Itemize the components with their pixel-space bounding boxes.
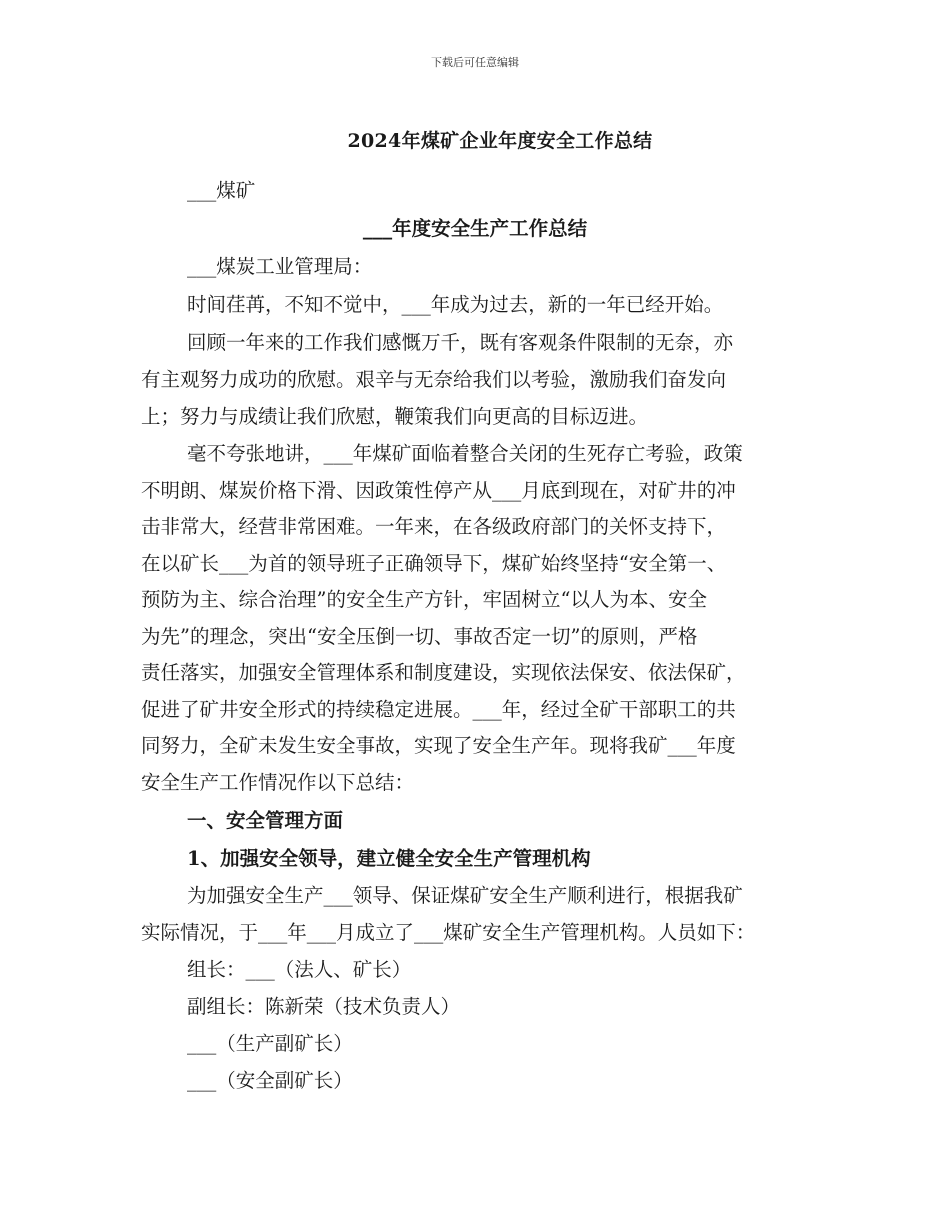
subtitle: ___年度安全生产工作总结 <box>362 217 588 240</box>
personnel-line: 副组长：陈新荣（技术负责人） <box>187 995 461 1018</box>
subsection-heading: 1、加强安全领导，建立健全安全生产管理机构 <box>187 847 591 870</box>
paragraph-line: 毫不夸张地讲，___年煤矿面临着整合关闭的生死存亡考验，政策 <box>187 442 743 465</box>
paragraph-line: 回顾一年来的工作我们感慨万千，既有客观条件限制的无奈，亦 <box>187 331 734 354</box>
section-heading: 一、安全管理方面 <box>187 809 344 832</box>
paragraph-line: 有主观努力成功的欣慰。艰辛与无奈给我们以考验，激励我们奋发向 <box>141 368 727 391</box>
paragraph-line: 安全生产工作情况作以下总结： <box>141 771 415 794</box>
paragraph-line: 时间荏苒，不知不觉中，___年成为过去，新的一年已经开始。 <box>187 293 724 316</box>
paragraph-line: 击非常大，经营非常困难。一年来，在各级政府部门的关怀支持下， <box>141 515 727 538</box>
paragraph-line: 同努力，全矿未发生安全事故，实现了安全生产年。现将我矿___年度 <box>141 734 736 757</box>
paragraph-line: 责任落实，加强安全管理体系和制度建设，实现依法保安、依法保矿， <box>141 661 746 684</box>
paragraph-line: 为加强安全生产___领导、保证煤矿安全生产顺利进行，根据我矿 <box>187 884 743 907</box>
paragraph-line: 预防为主、综合治理”的安全生产方针，牢固树立“以人为本、安全 <box>141 588 707 611</box>
paragraph-line: 上；努力与成绩让我们欣慰，鞭策我们向更高的目标迈进。 <box>141 405 649 428</box>
paragraph-line: 为先”的理念，突出“安全压倒一切、事故否定一切”的原则，严格 <box>141 625 698 648</box>
personnel-line: ___（安全副矿长） <box>187 1069 353 1092</box>
personnel-line: 组长：___（法人、矿长） <box>187 958 412 981</box>
header-note: 下载后可任意编辑 <box>431 56 519 69</box>
document-title: 2024年煤矿企业年度安全工作总结 <box>347 130 653 152</box>
paragraph-line: 实际情况，于___年___月成立了___煤矿安全生产管理机构。人员如下： <box>141 921 756 944</box>
personnel-line: ___（生产副矿长） <box>187 1032 353 1055</box>
paragraph-line: 不明朗、煤炭价格下滑、因政策性停产从___月底到现在，对矿井的冲 <box>141 479 736 502</box>
mine-name-line: ___煤矿 <box>187 179 256 202</box>
paragraph-line: 在以矿长___为首的领导班子正确领导下，煤矿始终坚持“安全第一、 <box>141 552 727 575</box>
addressee: ___煤炭工业管理局： <box>187 255 373 278</box>
paragraph-line: 促进了矿井安全形式的持续稳定进展。___年，经过全矿干部职工的共 <box>141 698 736 721</box>
